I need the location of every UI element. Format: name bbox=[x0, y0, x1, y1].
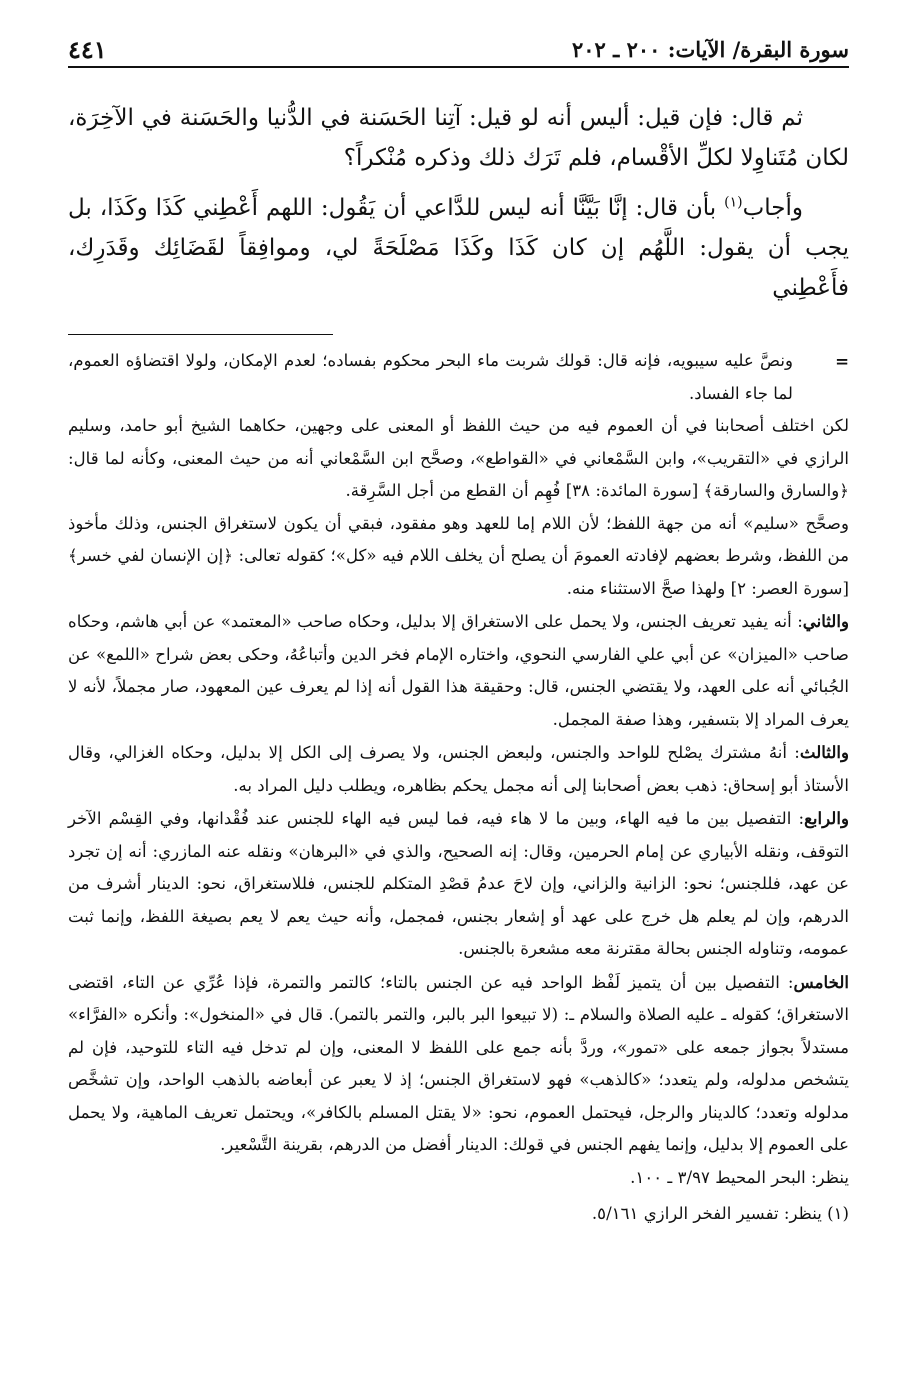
footnote-continuation bbox=[68, 345, 849, 410]
page-number: ٤٤١ bbox=[68, 35, 107, 64]
opinion-text: : التفصيل بين ما فيه الهاء، وبين ما لا هاء فيه، فما ليس فيه الهاء للجنس عند فُقْدانها، وفي القِسْم الآخر التوقف، ونقله الأبياري عن إمام الحرمين، وقال: إنه الصحيح، والذي في «البرهان» ونقله عنه المازري: أنه إن تجرد عن عهد، فللجنس؛ نحو: الزانية والزاني، وإن لاحَ عدمُ قصْدِ المتكلم للجنس، فللاستغراق، نحو: الدينار أشرف من الدرهم، وإن لم يعلم هل خرج على عهد أو إشعار بجنس، فمجمل، وأنه حيث يعم لا يعم بصيغة اللفظ، وإنما ثبت عمومه، وتناوله الجنس بحالة مقترنة معه مشعرة بالجنس. bbox=[68, 809, 849, 958]
footnote-paragraph bbox=[68, 966, 849, 1162]
opinion-label: والثالث bbox=[799, 742, 849, 762]
continuation-text: ونصَّ عليه سيبويه، فإنه قال: قولك شربت ماء البحر محكوم بفساده؛ لعدم الإمكان، ولولا اقتضاؤه العموم، لما جاء الفساد. bbox=[68, 351, 793, 403]
opinion-text: : أنهُ مشترك يصْلح للواحد والجنس، ولبعض الجنس، ولا يصرف إلى الكل إلا بدليل، وحكاه الغزالي، وقال الأستاذ أبو إسحاق: ذهب بعض أصحابنا إلى أنه مجمل يحكم بظاهره، ويطلب دليل المراد به. bbox=[68, 743, 849, 795]
opinion-text: : التفصيل بين أن يتميز لَفْظ الواحد فيه عن الجنس بالتاء؛ كالتمر والتمرة، فإذا عُرِّي عن التاء، اقتضى الاستغراق؛ كقوله ـ عليه الصلاة والسلام ـ: (لا تبيعوا البر بالبر، والتمر بالتمر). قال في «المنخول»: وأنكره «الفرَّاء» مستدلاً بجواز جمعه على «تمور»، وردَّ بأنه جمع على اللفظ لا المعنى، وإن لم تدخل فيه التاء للتوحيد، فإن لم يتشخص مدلوله، ولم يتعدد؛ «كالذهب» فهو لاستغراق الجنس؛ إذ لا يعبر عن أبعاضه بالذهب الواحد، وإن تشخَّص مدلوله وتعدد؛ كالدينار والرجل، فيحتمل العموم، نحو: «لا يقتل المسلم بالكافر»، ويحتمل تعريف الماهية، ولا يحمل على العموم إلا بدليل، وإنما يفهم الجنس في قولك: الدينار أفضل من الدرهم، بقرينة التَّسْعير. bbox=[68, 972, 849, 1154]
footnote-paragraph bbox=[68, 605, 849, 736]
main-paragraph-1: ثم قال: فإن قيل: أليس أنه لو قيل: آتِنا الحَسَنة في الدُّنيا والحَسَنة في الآخِرَة، لكان مُتَناوِلا لكلِّ الأقْسام، فلم تَرَك ذلك وذكره مُنْكراً؟ bbox=[68, 105, 849, 171]
footnote-paragraph bbox=[68, 736, 849, 802]
footnote-reference: ينظر: البحر المحيط ٣/٩٧ ـ ١٠٠. bbox=[630, 1167, 849, 1187]
running-header bbox=[68, 35, 849, 68]
footnote-1: (١) ينظر: تفسير الفخر الرازي ٥/١٦١. bbox=[591, 1204, 849, 1223]
opinion-label: الخامس bbox=[793, 971, 849, 992]
p2-start: وأجاب bbox=[742, 195, 803, 221]
footnote-paragraph: وصحَّح «سليم» أنه من جهة اللفظ؛ لأن اللام إما للعهد وهو مفقود، فبقي أن يكون لاستغراق الجنس، وذلك مأخوذ من اللفظ، وشرط بعضهم لإفادته العمومَ أن يصلح أن يخلف اللام فيه «كل»؛ كقوله تعالى: ﴿إن الإنسان لفي خسر﴾ [سورة العصر: ٢] ولهذا صحَّ الاستثناء منه. bbox=[68, 513, 849, 598]
footnote-reference-mark[interactable]: (١) bbox=[724, 194, 743, 211]
opinion-label: والثاني bbox=[802, 611, 849, 631]
footnote-paragraph: لكن اختلف أصحابنا في أن العموم فيه من حيث اللفظ أو المعنى على وجهين، حكاهما الشيخ أبو حامد، وسليم الرازي في «التقريب»، وابن السَّمْعاني في «القواطع»، وصحَّح ابن السَّمْعاني أنه من حيث المعنى، وكأنه لما قال: ﴿والسارق والسارقة﴾ [سورة المائدة: ٣٨] فُهِم أن القطع من أجل السَّرِقة. bbox=[68, 416, 849, 500]
continuation-marker: = bbox=[835, 351, 849, 371]
opinion-label: والرابع bbox=[804, 808, 849, 828]
main-text bbox=[68, 98, 849, 308]
main-paragraph-2 bbox=[68, 188, 849, 308]
footnote-paragraph bbox=[68, 802, 849, 966]
header-title: سورة البقرة/ الآيات: ٢٠٠ ـ ٢٠٢ bbox=[571, 37, 849, 62]
p2-rest: بأن قال: إنَّا بَيَّنَّا أنه ليس للدَّاعي أن يَقُول: اللهم أَعْطِني كَذَا وكَذَا، بل يجب أن يقول: اللَّهُم إن كان كَذَا وكَذَا مَصْلَحَةً لي، وموافِقاً لقَضَائِك وقَدَرِك، فأَعْطِني bbox=[68, 195, 849, 301]
footnotes bbox=[68, 345, 849, 1231]
opinion-text: : أنه يفيد تعريف الجنس، ولا يحمل على الاستغراق إلا بدليل، وحكاه صاحب «المعتمد» عن أبي هاشم، وحكاه صاحب «الميزان» عن أبي علي الفارسي النحوي، واختاره الإمام فخر الدين وأتباعُهُ، وحكى بعض شراح «اللمع» عن الجُبائي أنه على العهد، ولا يقتضي الجنس، قال: وحقيقة هذا القول أنه إذا لم يعرف عين المعهود، صار مجملاً، لأنه لا يعرف المراد إلا بتسفير، وهذا صفة المجمل. bbox=[68, 612, 849, 729]
footnote-separator bbox=[68, 334, 333, 335]
